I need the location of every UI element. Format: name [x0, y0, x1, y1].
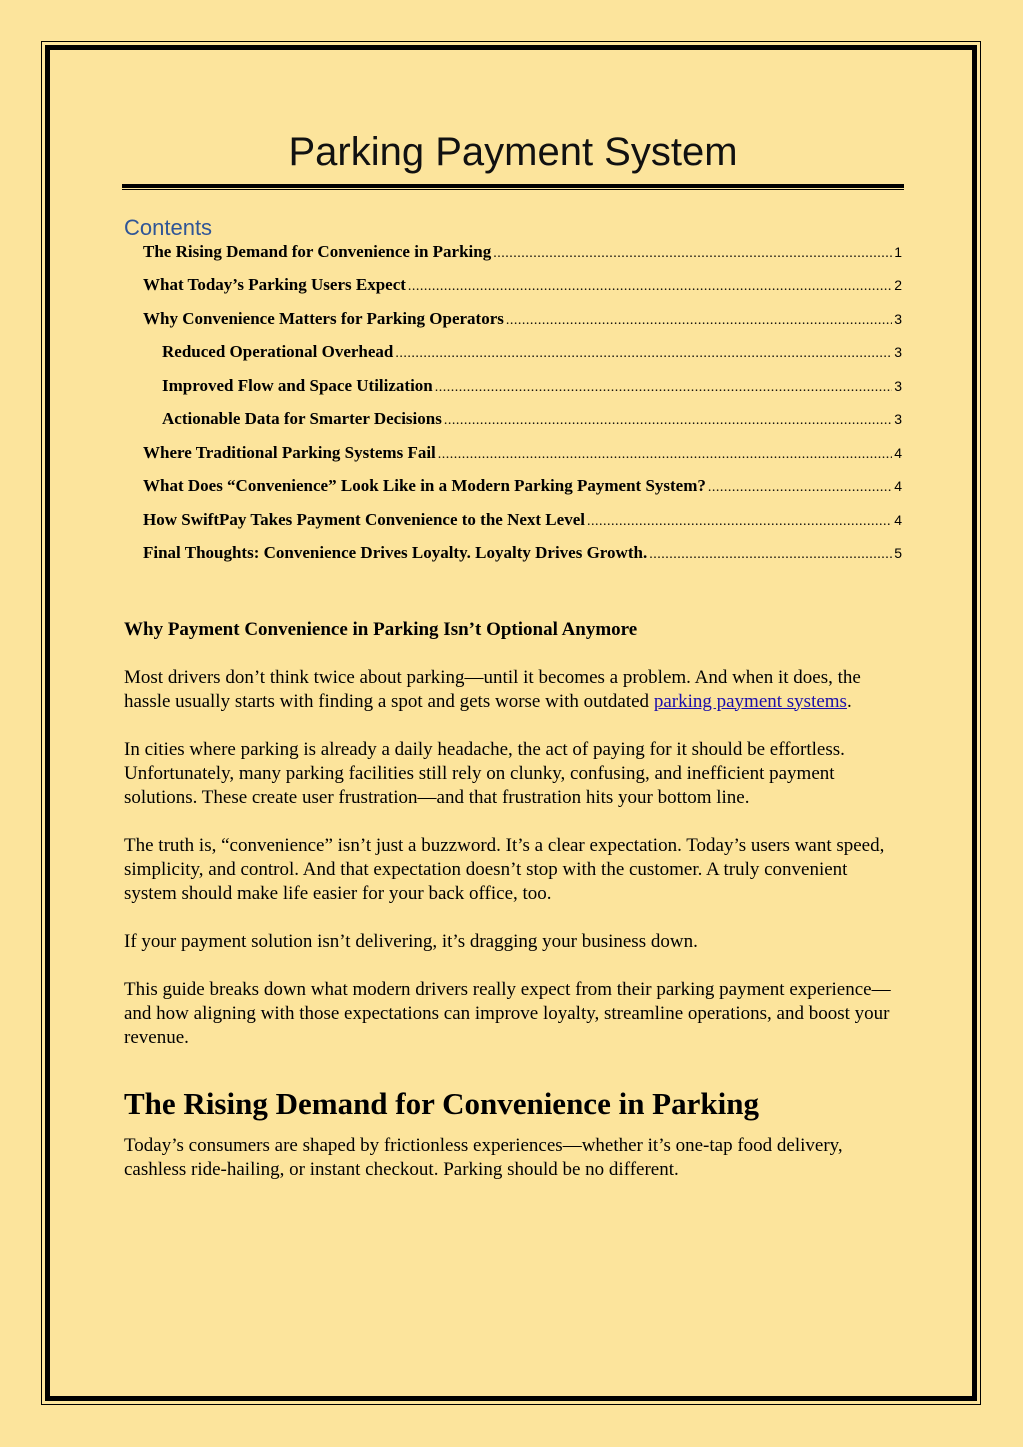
toc-page-number: 4 [894, 511, 902, 528]
toc-dot-leader [649, 547, 892, 563]
toc-dot-leader [438, 447, 892, 463]
toc-page-number: 3 [894, 411, 902, 427]
paragraph-2: In cities where parking is already a daily headache, the act of paying for it should be effortless. Unfortunately, many parking facilities still rely on clunky, confusing, and inefficient payment solutions. These create user frustration—and that frustration hits your bottom line. [124, 738, 845, 808]
toc-page-number: 3 [894, 344, 902, 360]
toc-entry-title: What Does “Convenience” Look Like in a Modern Parking Payment System? [143, 476, 706, 495]
toc-page-number: 2 [894, 277, 902, 293]
toc-entry-title: Actionable Data for Smarter Decisions [162, 409, 442, 428]
toc-dot-leader [444, 413, 892, 429]
toc-dot-leader [395, 346, 892, 362]
toc-dot-leader [708, 480, 892, 496]
toc-page-number: 1 [894, 244, 902, 260]
toc-entry[interactable] [124, 543, 902, 577]
toc-entry[interactable] [124, 309, 902, 343]
section-heading: The Rising Demand for Convenience in Parking [124, 1085, 759, 1121]
toc-entry[interactable] [124, 275, 902, 309]
toc-entry[interactable] [124, 510, 902, 544]
paragraph-1-text: Most drivers don’t think twice about parking—until it becomes a problem. And when it does, the hassle usually starts with finding a spot and gets worse with outdated [124, 666, 861, 712]
toc-entry-title: Final Thoughts: Convenience Drives Loyalty. Loyalty Drives Growth. [143, 543, 648, 562]
toc-page-number: 4 [894, 444, 902, 461]
toc-entry-title: Reduced Operational Overhead [162, 342, 394, 361]
toc-entry[interactable] [124, 409, 902, 443]
title-divider [122, 184, 904, 190]
intro-heading: Why Payment Convenience in Parking Isn’t Optional Anymore [124, 618, 638, 640]
toc-entry[interactable] [124, 443, 902, 477]
toc-dot-leader [435, 380, 892, 396]
contents-heading: Contents [124, 215, 213, 240]
document-body [124, 120, 902, 1182]
toc-page-number: 3 [894, 377, 902, 394]
toc-entry-title: The Rising Demand for Convenience in Parking [143, 242, 492, 261]
toc-page-number: 5 [894, 545, 902, 561]
paragraph-1 [124, 666, 902, 714]
paragraph-6: Today’s consumers are shaped by frictionless experiences—whether it’s one-tap food delivery, cashless ride-hailing, or instant checkout. Parking should be no different. [124, 1134, 843, 1180]
paragraph-1-end: . [846, 690, 852, 712]
toc-entry-title: How SwiftPay Takes Payment Convenience to the Next Level [143, 509, 585, 529]
toc-dot-leader [408, 279, 892, 295]
parking-payment-systems-link[interactable]: parking payment systems [653, 690, 847, 712]
toc-entry-title: What Today’s Parking Users Expect [143, 275, 406, 294]
toc-dot-leader [506, 313, 892, 329]
toc-dot-leader [587, 514, 892, 530]
paragraph-5: This guide breaks down what modern drivers really expect from their parking payment experience—and how aligning with those expectations can improve loyalty, streamline operations, and boost your revenue. [124, 978, 891, 1048]
toc-page-number: 4 [894, 478, 902, 494]
toc-entry[interactable] [124, 242, 902, 275]
document-title: Parking Payment System [288, 130, 738, 174]
toc-entry-title: Where Traditional Parking Systems Fail [143, 442, 436, 462]
table-of-contents [124, 242, 902, 577]
toc-entry-title: Improved Flow and Space Utilization [162, 375, 433, 395]
paragraph-4: If your payment solution isn’t delivering, it’s dragging your business down. [124, 930, 698, 952]
toc-dot-leader [493, 246, 892, 262]
toc-entry[interactable] [124, 476, 902, 510]
toc-entry[interactable] [124, 342, 902, 376]
paragraph-3: The truth is, “convenience” isn’t just a buzzword. It’s a clear expectation. Today’s users want speed, simplicity, and control. And that expectation doesn’t stop with the customer. A truly convenient system should make life easier for your back office, too. [124, 834, 885, 904]
toc-entry[interactable] [124, 376, 902, 410]
toc-page-number: 3 [894, 310, 902, 327]
toc-entry-title: Why Convenience Matters for Parking Operators [143, 308, 504, 328]
